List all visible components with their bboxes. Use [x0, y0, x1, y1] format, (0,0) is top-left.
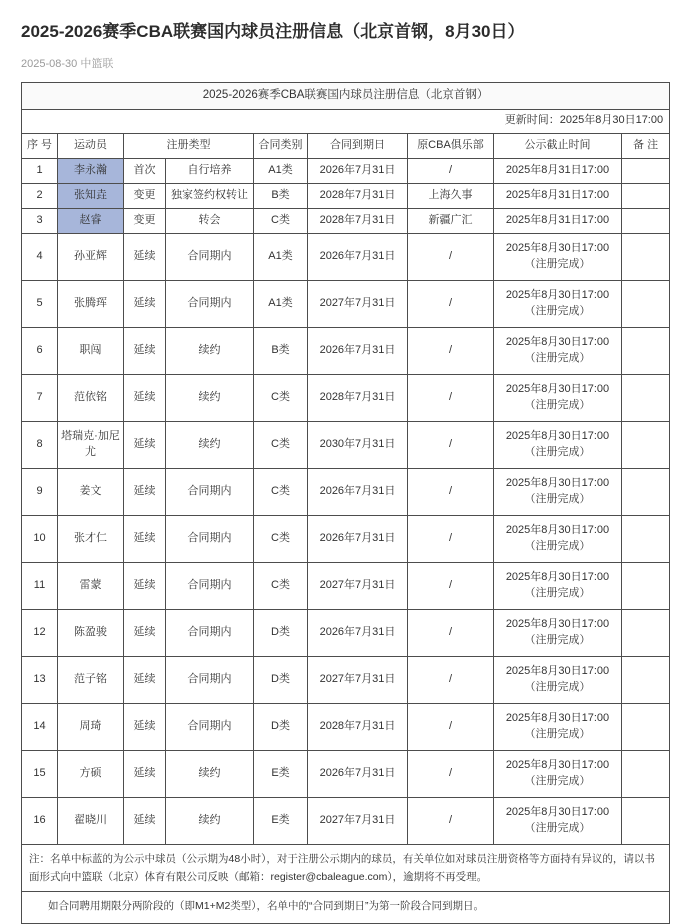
note-row-1 — [22, 844, 670, 892]
deadline-time: 2025年8月30日17:00 — [505, 664, 610, 677]
table-row — [22, 421, 670, 468]
contract-class: C类 — [254, 421, 308, 468]
row-number: 4 — [22, 233, 58, 280]
page-title: 2025-2026赛季CBA联赛国内球员注册信息（北京首钢，8月30日） — [21, 22, 525, 41]
deadline-status: （注册完成） — [524, 633, 591, 646]
player-name: 范子铭 — [58, 656, 124, 703]
player-name: 姜文 — [58, 468, 124, 515]
deadline-status: （注册完成） — [524, 492, 591, 505]
previous-club: / — [408, 609, 494, 656]
table-row — [22, 233, 670, 280]
contract-class: D类 — [254, 609, 308, 656]
row-number: 14 — [22, 703, 58, 750]
remark-cell — [622, 158, 670, 183]
deadline-status: （注册完成） — [524, 257, 591, 270]
contract-end-date: 2026年7月31日 — [308, 158, 408, 183]
registration-type: 延续 — [124, 374, 166, 421]
contract-end-date: 2027年7月31日 — [308, 562, 408, 609]
publicity-deadline — [494, 158, 622, 183]
registration-table — [21, 82, 670, 924]
contract-class: D类 — [254, 656, 308, 703]
row-number: 6 — [22, 327, 58, 374]
publicity-deadline — [494, 233, 622, 280]
contract-end-date: 2027年7月31日 — [308, 797, 408, 844]
previous-club: / — [408, 468, 494, 515]
row-number: 9 — [22, 468, 58, 515]
contract-end-date: 2028年7月31日 — [308, 183, 408, 208]
contract-class: C类 — [254, 208, 308, 233]
remark-cell — [622, 515, 670, 562]
registration-method: 转会 — [166, 208, 254, 233]
row-number: 13 — [22, 656, 58, 703]
deadline-status: （注册完成） — [524, 398, 591, 411]
registration-method: 合同期内 — [166, 703, 254, 750]
registration-method: 续约 — [166, 327, 254, 374]
contract-end-date: 2027年7月31日 — [308, 280, 408, 327]
remark-cell — [622, 327, 670, 374]
table-row — [22, 208, 670, 233]
table-title: 2025-2026赛季CBA联赛国内球员注册信息（北京首钢） — [22, 82, 670, 109]
registration-method: 合同期内 — [166, 656, 254, 703]
col-header-prev-club: 原CBA俱乐部 — [408, 133, 494, 158]
table-header-row — [22, 133, 670, 158]
remark-cell — [622, 374, 670, 421]
publicity-deadline — [494, 280, 622, 327]
table-row — [22, 750, 670, 797]
table-row — [22, 280, 670, 327]
publicity-deadline — [494, 421, 622, 468]
deadline-time: 2025年8月31日17:00 — [505, 213, 610, 226]
update-time-row — [22, 109, 670, 133]
publicity-deadline — [494, 374, 622, 421]
remark-cell — [622, 703, 670, 750]
previous-club: / — [408, 750, 494, 797]
table-row — [22, 703, 670, 750]
registration-type: 延续 — [124, 327, 166, 374]
deadline-time: 2025年8月31日17:00 — [505, 188, 610, 201]
previous-club: / — [408, 374, 494, 421]
table-title-row — [22, 82, 670, 109]
row-number: 12 — [22, 609, 58, 656]
previous-club: / — [408, 703, 494, 750]
contract-class: A1类 — [254, 233, 308, 280]
deadline-status: （注册完成） — [524, 680, 591, 693]
deadline-time: 2025年8月30日17:00 — [505, 805, 610, 818]
registration-method: 合同期内 — [166, 468, 254, 515]
deadline-time: 2025年8月30日17:00 — [505, 476, 610, 489]
deadline-time: 2025年8月30日17:00 — [505, 758, 610, 771]
player-name: 雷蒙 — [58, 562, 124, 609]
registration-method: 合同期内 — [166, 233, 254, 280]
deadline-time: 2025年8月30日17:00 — [505, 335, 610, 348]
publicity-deadline — [494, 797, 622, 844]
deadline-time: 2025年8月30日17:00 — [505, 617, 610, 630]
row-number: 11 — [22, 562, 58, 609]
col-header-no: 序 号 — [22, 133, 58, 158]
publicity-deadline — [494, 183, 622, 208]
deadline-status: （注册完成） — [524, 774, 591, 787]
table-row — [22, 158, 670, 183]
registration-type: 延续 — [124, 233, 166, 280]
registration-type: 变更 — [124, 208, 166, 233]
player-name: 周琦 — [58, 703, 124, 750]
table-row — [22, 656, 670, 703]
remark-cell — [622, 750, 670, 797]
registration-method: 续约 — [166, 421, 254, 468]
registration-method: 合同期内 — [166, 609, 254, 656]
contract-class: C类 — [254, 515, 308, 562]
col-header-deadline: 公示截止时间 — [494, 133, 622, 158]
deadline-status: （注册完成） — [524, 351, 591, 364]
deadline-time: 2025年8月30日17:00 — [505, 523, 610, 536]
contract-end-date: 2030年7月31日 — [308, 421, 408, 468]
previous-club: 上海久事 — [408, 183, 494, 208]
deadline-time: 2025年8月30日17:00 — [505, 382, 610, 395]
contract-class: A1类 — [254, 158, 308, 183]
table-row — [22, 797, 670, 844]
publicity-deadline — [494, 468, 622, 515]
registration-type: 延续 — [124, 703, 166, 750]
contract-class: C类 — [254, 374, 308, 421]
previous-club: / — [408, 562, 494, 609]
publicity-deadline — [494, 609, 622, 656]
previous-club: / — [408, 656, 494, 703]
contract-class: B类 — [254, 183, 308, 208]
table-row — [22, 562, 670, 609]
player-name: 李永瀚 — [58, 158, 124, 183]
contract-class: E类 — [254, 750, 308, 797]
player-name: 范依铭 — [58, 374, 124, 421]
contract-class: C类 — [254, 468, 308, 515]
row-number: 16 — [22, 797, 58, 844]
registration-method: 合同期内 — [166, 515, 254, 562]
publicity-deadline — [494, 750, 622, 797]
row-number: 1 — [22, 158, 58, 183]
registration-method: 合同期内 — [166, 562, 254, 609]
player-name: 孙亚辉 — [58, 233, 124, 280]
remark-cell — [622, 208, 670, 233]
col-header-player: 运动员 — [58, 133, 124, 158]
previous-club: / — [408, 280, 494, 327]
registration-type: 变更 — [124, 183, 166, 208]
player-name: 张知垚 — [58, 183, 124, 208]
publicity-deadline — [494, 562, 622, 609]
registration-method: 自行培养 — [166, 158, 254, 183]
col-header-reg-type: 注册类型 — [124, 133, 254, 158]
contract-end-date: 2027年7月31日 — [308, 656, 408, 703]
remark-cell — [622, 280, 670, 327]
table-row — [22, 609, 670, 656]
registration-type: 延续 — [124, 468, 166, 515]
update-time: 更新时间：2025年8月30日17:00 — [22, 109, 670, 133]
contract-end-date: 2026年7月31日 — [308, 750, 408, 797]
row-number: 5 — [22, 280, 58, 327]
player-name: 职闯 — [58, 327, 124, 374]
registration-method: 续约 — [166, 374, 254, 421]
remark-cell — [622, 233, 670, 280]
article-meta: 2025-08-30 中篮联 — [21, 57, 114, 70]
table-row — [22, 183, 670, 208]
deadline-time: 2025年8月30日17:00 — [505, 241, 610, 254]
registration-type: 延续 — [124, 656, 166, 703]
contract-end-date: 2026年7月31日 — [308, 468, 408, 515]
contract-class: A1类 — [254, 280, 308, 327]
registration-type: 延续 — [124, 609, 166, 656]
contract-end-date: 2026年7月31日 — [308, 515, 408, 562]
publicity-deadline — [494, 515, 622, 562]
deadline-time: 2025年8月30日17:00 — [505, 570, 610, 583]
contract-end-date: 2026年7月31日 — [308, 327, 408, 374]
row-number: 15 — [22, 750, 58, 797]
deadline-status: （注册完成） — [524, 727, 591, 740]
row-number: 3 — [22, 208, 58, 233]
player-name: 方硕 — [58, 750, 124, 797]
publicity-deadline — [494, 703, 622, 750]
publicity-deadline — [494, 327, 622, 374]
registration-method: 合同期内 — [166, 280, 254, 327]
registration-method: 续约 — [166, 797, 254, 844]
deadline-status: （注册完成） — [524, 539, 591, 552]
contract-class: E类 — [254, 797, 308, 844]
previous-club: / — [408, 421, 494, 468]
player-name: 张才仁 — [58, 515, 124, 562]
previous-club: / — [408, 158, 494, 183]
remark-cell — [622, 609, 670, 656]
row-number: 10 — [22, 515, 58, 562]
deadline-time: 2025年8月30日17:00 — [505, 429, 610, 442]
contract-end-date: 2026年7月31日 — [308, 233, 408, 280]
remark-cell — [622, 656, 670, 703]
registration-type: 延续 — [124, 515, 166, 562]
deadline-status: （注册完成） — [524, 586, 591, 599]
registration-type: 延续 — [124, 562, 166, 609]
previous-club: / — [408, 515, 494, 562]
publicity-deadline — [494, 208, 622, 233]
registration-type: 延续 — [124, 797, 166, 844]
contract-class: B类 — [254, 327, 308, 374]
contract-end-date: 2028年7月31日 — [308, 703, 408, 750]
row-number: 2 — [22, 183, 58, 208]
table-row — [22, 515, 670, 562]
remark-cell — [622, 562, 670, 609]
contract-end-date: 2028年7月31日 — [308, 374, 408, 421]
col-header-contract-class: 合同类别 — [254, 133, 308, 158]
col-header-remark: 备 注 — [622, 133, 670, 158]
player-name: 塔瑞克·加尼尤 — [58, 421, 124, 468]
deadline-status: （注册完成） — [524, 304, 591, 317]
player-name: 陈盈骏 — [58, 609, 124, 656]
remark-cell — [622, 183, 670, 208]
registration-type: 延续 — [124, 421, 166, 468]
registration-type: 首次 — [124, 158, 166, 183]
deadline-status: （注册完成） — [524, 445, 591, 458]
previous-club: 新疆广汇 — [408, 208, 494, 233]
contract-class: D类 — [254, 703, 308, 750]
contract-class: C类 — [254, 562, 308, 609]
registration-type: 延续 — [124, 280, 166, 327]
table-row — [22, 374, 670, 421]
previous-club: / — [408, 327, 494, 374]
contract-end-date: 2028年7月31日 — [308, 208, 408, 233]
deadline-time: 2025年8月30日17:00 — [505, 711, 610, 724]
deadline-time: 2025年8月31日17:00 — [505, 163, 610, 176]
remark-cell — [622, 421, 670, 468]
col-header-contract-end: 合同到期日 — [308, 133, 408, 158]
row-number: 8 — [22, 421, 58, 468]
remark-cell — [622, 797, 670, 844]
deadline-status: （注册完成） — [524, 821, 591, 834]
registration-type: 延续 — [124, 750, 166, 797]
previous-club: / — [408, 797, 494, 844]
note-text-2: 如合同聘用期限分两阶段的（即M1+M2类型），名单中的“合同到期日”为第一阶段合同到期日。 — [22, 892, 670, 924]
note-row-2 — [22, 892, 670, 924]
table-row — [22, 468, 670, 515]
player-name: 翟晓川 — [58, 797, 124, 844]
note-text-1: 注：名单中标蓝的为公示中球员（公示期为48小时），对于注册公示期内的球员，有关单位如对球员注册资格等方面持有异议的，请以书面形式向中篮联（北京）体育有限公司反映（邮箱：register@cbaleague.com），逾期将不再受理。 — [22, 844, 670, 892]
player-name: 张腾珲 — [58, 280, 124, 327]
registration-method: 续约 — [166, 750, 254, 797]
publicity-deadline — [494, 656, 622, 703]
previous-club: / — [408, 233, 494, 280]
table-row — [22, 327, 670, 374]
remark-cell — [622, 468, 670, 515]
player-name: 赵睿 — [58, 208, 124, 233]
row-number: 7 — [22, 374, 58, 421]
contract-end-date: 2026年7月31日 — [308, 609, 408, 656]
registration-method: 独家签约权转让 — [166, 183, 254, 208]
deadline-time: 2025年8月30日17:00 — [505, 288, 610, 301]
